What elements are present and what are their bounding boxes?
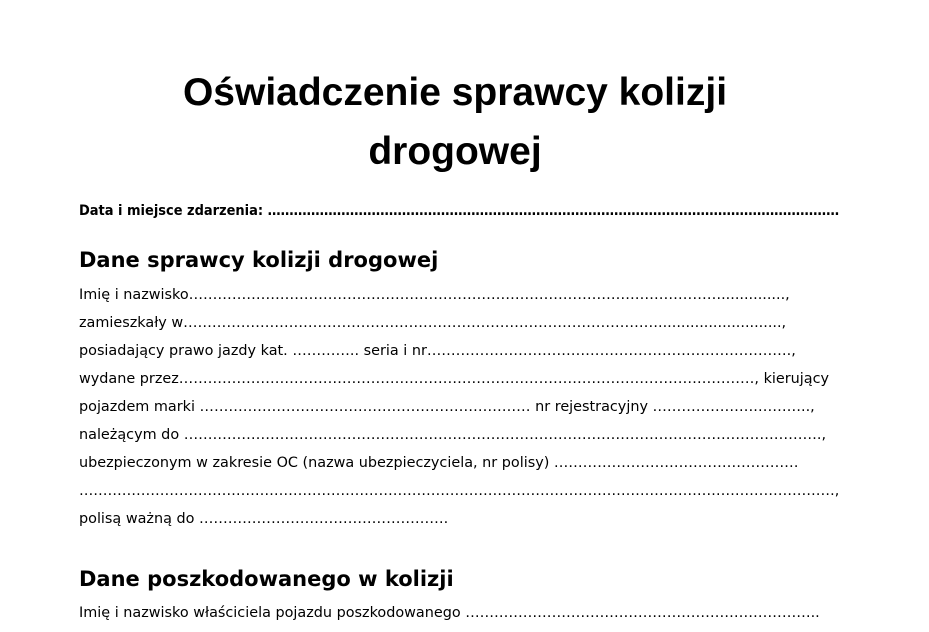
perpetrator-address-field: zamieszkały w………………………………………………………………………………………..........................., [79, 315, 787, 331]
injured-owner-name-field: Imię i nazwisko właściciela pojazdu poszkodowanego ……………………………………………………………….. [79, 605, 820, 621]
section-injured-party-heading: Dane poszkodowanego w kolizji [79, 567, 454, 591]
insurance-continuation-field: ……………………………………………………………………………………………………………………………………………, [79, 483, 840, 499]
vehicle-owner-field: należącym do ……………………………………………………………………………………………………………………., [79, 427, 827, 443]
date-place-field: Data i miejsce zdarzenia: …………………………………………………………………………………………………………………… [79, 203, 840, 219]
section-perpetrator-heading: Dane sprawcy kolizji drogowej [79, 248, 439, 272]
license-issued-by-field: wydane przez…………………………………………………………………………………………………………, kierujący [79, 371, 830, 387]
document-title-line-2: drogowej [368, 130, 542, 173]
insurance-field: ubezpieczonym w zakresie OC (nazwa ubezpieczyciela, nr polisy) …………………………………………… [79, 455, 799, 471]
policy-valid-until-field: polisą ważną do ……………………………………………. [79, 511, 449, 527]
vehicle-make-registration-field: pojazdem marki …………………………………………………………… nr rejestracyjny ………………….……….., [79, 399, 815, 415]
perpetrator-name-field: Imię i nazwisko………………………………………………………………………………………………….............., [79, 287, 790, 303]
driving-license-field: posiadający prawo jazdy kat. ………….. seria i nr…………………………………………………………………., [79, 343, 796, 359]
document-title-line-1: Oświadczenie sprawcy kolizji [182, 71, 728, 114]
